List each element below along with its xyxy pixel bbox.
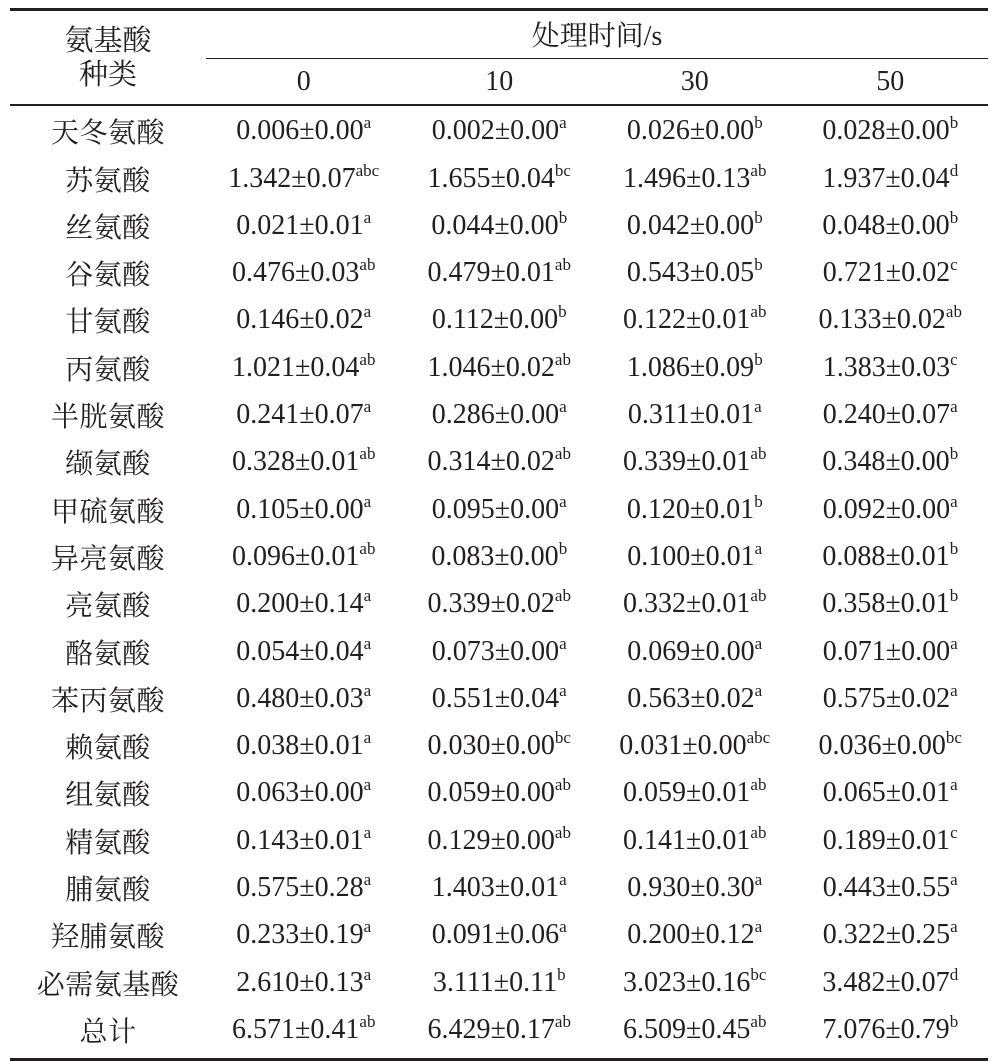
header-rule xyxy=(10,104,988,106)
cell-value: 0.241±0.07 xyxy=(236,399,364,431)
table-cell xyxy=(206,777,402,809)
table-cell xyxy=(402,446,598,478)
table-cell xyxy=(206,822,402,857)
cell-value: 0.044±0.00 xyxy=(431,209,559,241)
table-cell xyxy=(597,822,793,857)
column-header: 10 xyxy=(485,66,514,97)
significance-letter: a xyxy=(559,397,567,417)
amino-acid-name: 必需氨基酸 xyxy=(36,969,180,1001)
table-row xyxy=(10,770,988,817)
cell-value: 1.342±0.07 xyxy=(228,162,356,194)
significance-letter: a xyxy=(363,586,372,606)
cell-value: 0.233±0.19 xyxy=(236,919,364,951)
table-row xyxy=(10,486,988,533)
significance-letter: c xyxy=(950,822,958,842)
table-cell xyxy=(206,257,402,289)
table-cell xyxy=(597,349,793,384)
table-cell xyxy=(793,349,989,384)
cell-value: 0.563±0.02 xyxy=(627,682,755,714)
table-cell xyxy=(597,680,793,715)
significance-letter: a xyxy=(950,775,958,795)
significance-letter: b xyxy=(754,207,763,227)
cell-value: 6.509±0.45 xyxy=(623,1013,751,1045)
cell-value: 0.031±0.00 xyxy=(619,730,747,762)
table-cell xyxy=(793,1011,989,1046)
table-cell xyxy=(206,730,402,762)
cell-value: 0.480±0.03 xyxy=(236,682,364,714)
table-row xyxy=(10,155,988,202)
cell-value: 0.328±0.01 xyxy=(232,446,360,478)
significance-letter: ab xyxy=(359,444,376,464)
cell-value: 3.111±0.11 xyxy=(432,966,558,998)
cell-value: 0.575±0.28 xyxy=(236,871,364,903)
significance-letter: a xyxy=(363,964,372,984)
cell-value: 1.655±0.04 xyxy=(427,162,555,194)
cell-value: 0.048±0.00 xyxy=(822,209,950,241)
cell-value: 0.095±0.00 xyxy=(431,493,560,525)
cell-value: 0.358±0.01 xyxy=(822,588,950,620)
significance-letter: ab xyxy=(359,255,376,275)
table-cell xyxy=(402,822,598,857)
significance-letter: a xyxy=(754,917,763,937)
table-row xyxy=(10,959,988,1006)
significance-letter: a xyxy=(363,491,372,511)
amino-acid-name: 苯丙氨酸 xyxy=(50,685,165,717)
table-cell xyxy=(402,680,598,715)
cell-value: 1.021±0.04 xyxy=(232,351,360,383)
table-cell xyxy=(597,304,793,336)
significance-letter: b xyxy=(754,349,763,369)
amino-acid-name: 缬氨酸 xyxy=(65,449,151,481)
table-cell xyxy=(597,257,793,289)
significance-letter: a xyxy=(363,680,372,700)
cell-value: 0.036±0.00 xyxy=(818,730,946,762)
table-row xyxy=(10,391,988,438)
significance-letter: a xyxy=(363,397,372,417)
significance-letter: ab xyxy=(750,444,767,464)
table-row xyxy=(10,817,988,864)
row-header-line2: 种类 xyxy=(78,58,137,91)
amino-acid-name: 精氨酸 xyxy=(65,827,151,859)
significance-letter: b xyxy=(949,1011,959,1031)
significance-letter: b xyxy=(557,964,566,984)
table-cell xyxy=(402,115,598,147)
table-cell xyxy=(402,257,598,289)
table-cell xyxy=(597,777,793,809)
cell-value: 0.543±0.05 xyxy=(626,257,755,289)
significance-letter: a xyxy=(559,917,567,937)
cell-value: 3.482±0.07 xyxy=(822,966,950,998)
significance-letter: d xyxy=(949,964,959,984)
significance-letter: a xyxy=(559,633,567,653)
significance-letter: a xyxy=(754,869,763,889)
cell-value: 1.046±0.02 xyxy=(427,351,555,383)
table-cell xyxy=(793,491,989,526)
amino-acid-name: 天冬氨酸 xyxy=(50,118,165,150)
table-row xyxy=(10,108,988,155)
significance-letter: c xyxy=(950,349,958,369)
group-header: 处理时间/s xyxy=(531,21,663,52)
significance-letter: ab xyxy=(750,775,767,795)
table-cell xyxy=(206,304,402,336)
significance-letter: ab xyxy=(750,822,767,842)
table-cell xyxy=(402,730,598,762)
significance-letter: bc xyxy=(750,964,767,984)
significance-letter: b xyxy=(558,207,568,227)
cell-value: 0.551±0.04 xyxy=(431,682,560,714)
cell-value: 0.092±0.00 xyxy=(822,493,951,525)
cell-value: 0.476±0.03 xyxy=(232,257,360,289)
table-row xyxy=(10,675,988,722)
cell-value: 0.100±0.01 xyxy=(627,540,755,572)
table-cell xyxy=(206,680,402,715)
table-cell xyxy=(402,207,598,242)
cell-value: 0.026±0.00 xyxy=(626,115,755,147)
amino-acid-name: 丙氨酸 xyxy=(65,354,151,386)
table-row xyxy=(10,249,988,296)
row-header-line1: 氨基酸 xyxy=(64,24,152,57)
amino-acid-name: 谷氨酸 xyxy=(65,260,151,292)
significance-letter: ab xyxy=(359,538,376,558)
table-cell xyxy=(206,869,402,904)
cell-value: 0.073±0.00 xyxy=(431,635,560,667)
table-cell xyxy=(402,349,598,384)
cell-value: 0.575±0.02 xyxy=(822,682,951,714)
cell-value: 0.443±0.55 xyxy=(822,871,951,903)
table-cell xyxy=(597,399,793,431)
significance-letter: a xyxy=(950,680,958,700)
table-cell xyxy=(206,538,402,573)
cell-value: 0.129±0.00 xyxy=(427,824,555,856)
amino-acid-name: 甘氨酸 xyxy=(65,307,151,339)
cell-value: 0.311±0.01 xyxy=(627,399,755,431)
table-row xyxy=(10,912,988,959)
table-cell xyxy=(793,588,989,620)
table-cell xyxy=(793,207,989,242)
table-cell xyxy=(206,633,402,668)
amino-acid-name: 脯氨酸 xyxy=(65,874,151,906)
table-cell xyxy=(206,1011,402,1046)
significance-letter: ab xyxy=(554,1011,571,1031)
significance-letter: a xyxy=(754,633,763,653)
cell-value: 0.069±0.00 xyxy=(627,635,755,667)
table-cell xyxy=(793,160,989,195)
significance-letter: a xyxy=(559,680,567,700)
table-row xyxy=(10,722,988,769)
significance-letter: a xyxy=(363,113,372,133)
cell-value: 0.120±0.01 xyxy=(626,493,755,525)
significance-letter: c xyxy=(950,255,958,275)
column-header: 30 xyxy=(680,66,709,97)
significance-letter: ab xyxy=(554,775,571,795)
amino-acid-name: 羟脯氨酸 xyxy=(50,922,165,954)
table-cell xyxy=(402,399,598,431)
table-cell xyxy=(402,160,598,195)
table-cell xyxy=(597,730,793,762)
cell-value: 0.054±0.04 xyxy=(236,635,364,667)
significance-letter: b xyxy=(949,586,959,606)
cell-value: 0.122±0.01 xyxy=(623,304,751,336)
table-cell xyxy=(597,964,793,999)
significance-letter: a xyxy=(363,917,372,937)
cell-value: 0.339±0.01 xyxy=(623,446,751,478)
cell-value: 1.403±0.01 xyxy=(431,871,560,903)
table-row xyxy=(10,202,988,249)
table-cell xyxy=(206,964,402,999)
significance-letter: ab xyxy=(554,444,571,464)
significance-letter: a xyxy=(363,302,372,322)
cell-value: 0.112±0.00 xyxy=(431,304,559,336)
bottom-rule xyxy=(10,1058,988,1061)
table-body xyxy=(10,108,988,1058)
cell-value: 0.189±0.01 xyxy=(822,824,951,856)
significance-letter: a xyxy=(559,113,567,133)
cell-value: 0.479±0.01 xyxy=(427,257,555,289)
significance-letter: ab xyxy=(750,1011,767,1031)
cell-value: 0.091±0.06 xyxy=(431,919,560,951)
cell-value: 0.141±0.01 xyxy=(623,824,751,856)
table-cell xyxy=(793,538,989,573)
table-cell xyxy=(402,869,598,904)
amino-acid-name: 组氨酸 xyxy=(65,780,151,812)
significance-letter: a xyxy=(559,491,567,511)
cell-value: 0.286±0.00 xyxy=(431,399,560,431)
table-cell xyxy=(402,777,598,809)
significance-letter: b xyxy=(949,444,959,464)
significance-letter: bc xyxy=(554,728,571,748)
amino-acid-table xyxy=(10,8,988,1061)
cell-value: 0.322±0.25 xyxy=(822,919,951,951)
table-cell xyxy=(793,115,989,147)
amino-acid-name: 酪氨酸 xyxy=(65,638,151,670)
significance-letter: a xyxy=(363,728,372,748)
significance-letter: b xyxy=(558,538,568,558)
table-cell xyxy=(597,160,793,195)
significance-letter: a xyxy=(754,680,763,700)
significance-letter: a xyxy=(363,869,372,889)
table-cell xyxy=(402,964,598,999)
amino-acid-name: 赖氨酸 xyxy=(65,733,151,765)
significance-letter: b xyxy=(754,255,763,275)
cell-value: 0.065±0.01 xyxy=(822,777,951,809)
cell-value: 0.059±0.00 xyxy=(427,777,555,809)
significance-letter: a xyxy=(950,869,958,889)
table-cell xyxy=(597,919,793,951)
significance-letter: b xyxy=(558,302,567,322)
cell-value: 0.105±0.00 xyxy=(236,493,364,525)
significance-letter: a xyxy=(363,822,372,842)
table-row xyxy=(10,297,988,344)
cell-value: 0.200±0.14 xyxy=(236,588,364,620)
cell-value: 0.240±0.07 xyxy=(822,399,951,431)
significance-letter: b xyxy=(949,113,959,133)
table-row xyxy=(10,439,988,486)
cell-value: 1.383±0.03 xyxy=(822,351,951,383)
significance-letter: b xyxy=(949,538,959,558)
table-cell xyxy=(206,491,402,526)
cell-value: 0.133±0.02 xyxy=(818,304,946,336)
cell-value: 0.028±0.00 xyxy=(822,115,950,147)
significance-letter: a xyxy=(363,207,372,227)
amino-acid-name: 半胱氨酸 xyxy=(50,402,165,434)
row-header-label xyxy=(10,11,206,104)
table-cell xyxy=(793,304,989,336)
cell-value: 0.042±0.00 xyxy=(626,209,755,241)
cell-value: 0.143±0.01 xyxy=(236,824,364,856)
table-row xyxy=(10,581,988,628)
cell-value: 0.006±0.00 xyxy=(236,115,364,147)
table-cell xyxy=(597,115,793,147)
cell-value: 0.021±0.01 xyxy=(236,209,364,241)
cell-value: 3.023±0.16 xyxy=(623,966,751,998)
table-row xyxy=(10,628,988,675)
amino-acid-name: 丝氨酸 xyxy=(65,212,151,244)
cell-value: 1.937±0.04 xyxy=(822,162,950,194)
significance-letter: a xyxy=(950,633,958,653)
table-cell xyxy=(402,588,598,620)
cell-value: 0.088±0.01 xyxy=(822,540,950,572)
cell-value: 6.571±0.41 xyxy=(232,1013,360,1045)
significance-letter: a xyxy=(363,633,372,653)
cell-value: 0.200±0.12 xyxy=(627,919,755,951)
table-cell xyxy=(793,446,989,478)
column-headers xyxy=(206,60,988,104)
significance-letter: ab xyxy=(359,349,376,369)
table-cell xyxy=(597,538,793,573)
table-cell xyxy=(793,869,989,904)
cell-value: 0.059±0.01 xyxy=(623,777,751,809)
table-cell xyxy=(597,869,793,904)
cell-value: 0.071±0.00 xyxy=(822,635,951,667)
significance-letter: b xyxy=(754,491,763,511)
cell-value: 0.146±0.02 xyxy=(236,304,364,336)
significance-letter: ab xyxy=(750,586,767,606)
significance-letter: ab xyxy=(554,255,571,275)
cell-value: 0.030±0.00 xyxy=(427,730,555,762)
table-cell xyxy=(793,633,989,668)
cell-value: 0.002±0.00 xyxy=(431,115,560,147)
significance-letter: ab xyxy=(554,586,571,606)
table-cell xyxy=(206,115,402,147)
amino-acid-name: 苏氨酸 xyxy=(65,165,151,197)
significance-letter: a xyxy=(950,491,958,511)
table-cell xyxy=(597,446,793,478)
column-header: 0 xyxy=(296,66,311,97)
table-row xyxy=(10,533,988,580)
amino-acid-name: 亮氨酸 xyxy=(65,591,151,623)
cell-value: 6.429±0.17 xyxy=(427,1013,555,1045)
table-cell xyxy=(597,491,793,526)
significance-letter: a xyxy=(363,775,372,795)
table-cell xyxy=(597,1011,793,1046)
significance-letter: bc xyxy=(554,160,571,180)
cell-value: 2.610±0.13 xyxy=(236,966,364,998)
cell-value: 7.076±0.79 xyxy=(822,1013,950,1045)
table-cell xyxy=(597,207,793,242)
significance-letter: a xyxy=(754,397,762,417)
amino-acid-name: 甲硫氨酸 xyxy=(50,496,165,528)
cell-value: 0.348±0.00 xyxy=(822,446,950,478)
table-header xyxy=(10,11,988,104)
significance-letter: a xyxy=(950,397,958,417)
significance-letter: abc xyxy=(746,728,771,748)
table-row xyxy=(10,1006,988,1053)
amino-acid-name: 异亮氨酸 xyxy=(50,543,165,575)
cell-value: 1.086±0.09 xyxy=(626,351,755,383)
table-cell xyxy=(402,538,598,573)
table-cell xyxy=(206,588,402,620)
table-cell xyxy=(793,730,989,762)
table-cell xyxy=(206,160,402,195)
table-cell xyxy=(793,822,989,857)
table-cell xyxy=(597,588,793,620)
significance-letter: a xyxy=(754,538,763,558)
significance-letter: bc xyxy=(945,728,962,748)
significance-letter: ab xyxy=(750,302,767,322)
table-cell xyxy=(793,399,989,431)
significance-letter: d xyxy=(949,160,959,180)
significance-letter: ab xyxy=(750,160,767,180)
table-cell xyxy=(206,446,402,478)
table-cell xyxy=(402,633,598,668)
table-cell xyxy=(402,304,598,336)
cell-value: 0.083±0.00 xyxy=(431,540,559,572)
cell-value: 1.496±0.13 xyxy=(623,162,751,194)
cell-value: 0.314±0.02 xyxy=(427,446,555,478)
cell-value: 0.930±0.30 xyxy=(627,871,755,903)
significance-letter: a xyxy=(559,869,567,889)
table-cell xyxy=(793,964,989,999)
cell-value: 0.721±0.02 xyxy=(822,257,951,289)
significance-letter: a xyxy=(950,917,958,937)
table-cell xyxy=(206,399,402,431)
significance-letter: ab xyxy=(554,349,571,369)
cell-value: 0.063±0.00 xyxy=(236,777,364,809)
cell-value: 0.339±0.02 xyxy=(427,588,555,620)
table-cell xyxy=(597,633,793,668)
cell-value: 0.038±0.01 xyxy=(236,730,364,762)
cell-value: 0.096±0.01 xyxy=(232,540,360,572)
significance-letter: ab xyxy=(359,1011,376,1031)
table-cell xyxy=(402,491,598,526)
table-row xyxy=(10,344,988,391)
table-cell xyxy=(206,919,402,951)
significance-letter: ab xyxy=(554,822,571,842)
table-cell xyxy=(206,207,402,242)
table-cell xyxy=(206,349,402,384)
significance-letter: b xyxy=(754,113,763,133)
table-cell xyxy=(793,257,989,289)
table-cell xyxy=(793,777,989,809)
significance-letter: ab xyxy=(945,302,962,322)
table-row xyxy=(10,864,988,911)
table-cell xyxy=(793,680,989,715)
significance-letter: abc xyxy=(355,160,380,180)
column-header: 50 xyxy=(876,66,905,97)
significance-letter: b xyxy=(949,207,959,227)
cell-value: 0.332±0.01 xyxy=(623,588,751,620)
amino-acid-name: 总计 xyxy=(79,1016,137,1048)
table-cell xyxy=(793,919,989,951)
table-cell xyxy=(402,1011,598,1046)
table-cell xyxy=(402,919,598,951)
